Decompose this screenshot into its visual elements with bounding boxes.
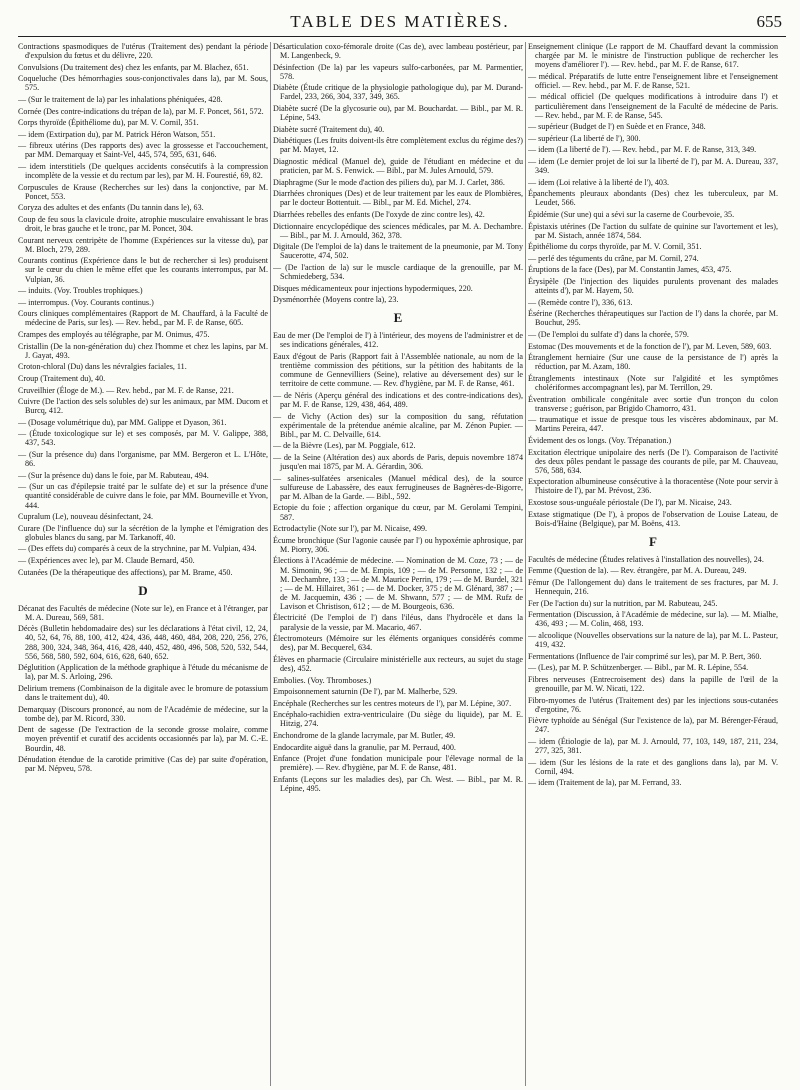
index-entry: — (De l'emploi du sulfate d') dans la chorée, 579. [528,330,689,340]
index-entry: — traumatique et issue de presque tous les viscères abdominaux, par M. Martins Pereira, 447. [528,415,778,434]
index-entry: Cuivre (De l'action des sels solubles de) sur les animaux, par MM. Ducom et Burcq, 412. [18,397,268,416]
index-entry: Diarrhées rebelles des enfants (De l'oxyde de zinc contre les), 42. [273,210,485,219]
index-entry: Coqueluche (Des hémorrhagies sous-conjonctivales dans la), par M. Sous, 575. [18,74,268,93]
index-entry: Étranglement herniaire (Sur une cause de la persistance de l') après la réduction, par M. Azam, 180. [528,353,778,372]
index-entry: Ésérine (Recherches thérapeutiques sur l'action de l') dans la chorée, par M. Bouchut, 295. [528,309,778,328]
index-entry: Enfants (Leçons sur les maladies des), par Ch. West. — Bibl., par M. R. Lépine, 495. [273,774,523,793]
index-entry: Électromoteurs (Mémoire sur les éléments organiques considérés comme des), par M. Becquerel, 634. [273,634,523,653]
index-entry: Diabète sucré (De la glycosurie ou), par M. Bouchardat. — Bibl., par M. R. Lépine, 543. [273,104,523,123]
index-entry: — interrompus. (Voy. Courants continus.) [18,297,154,307]
index-entry: Élections à l'Académie de médecine. — Nomination de M. Coze, 73 ; — de M. Simonin, 96 ; — de M. Empis, 109 ; — de M. Personne, 132 ; — de M. Dechambre, 133 ; — de M. Maurice Perrin, 179 ; — de M. Burdel, 321 ; — de M. Hillairet, 361 ; — de M. Docker, 375 ; de M. Glénard, 387 ; — de M. Jacquemin, 436 ; — de M. Shwann, 577 ; — de MM. Rufz de Lavison et Christison, 612 ; — de M. Bourgeois, 636. [273,556,523,611]
index-entry: Croton-chloral (Du) dans les névralgies faciales, 11. [18,362,187,372]
index-entry: Ectrodactylie (Note sur l'), par M. Nicaise, 499. [273,524,428,534]
index-entry: Écume bronchique (Sur l'agonie causée par l') ou hypoxémie aphrosique, par M. Piorry, 306. [273,535,523,554]
index-entry: — (Dosage volumétrique du), par MM. Galippe et Dyason, 361. [18,417,227,427]
index-entry: Courants continus (Expérience dans le but de rechercher si les) produisent sur le cœur du chien le même effet que les courants interrompus, par M. Vulpian, 36. [18,256,268,284]
index-entry: Cupralum (Le), nouveau désinfectant, 24. [18,512,154,522]
index-entry: — (Des effets du) comparés à ceux de la strychnine, par M. Vulpian, 434. [18,544,257,554]
index-entry: — idem (Traitement de la), par M. Ferrand, 33. [528,778,682,788]
header-rule [18,36,786,37]
index-entry: Évidement des os longs. (Voy. Trépanation.) [528,435,672,445]
index-entry: — médical officiel (De quelques modifications à introduire dans l') et particulièrement dans l'enseignement de la Faculté de médecine de Paris. — Rev. hebd., par M. F. de Ranse, 545. [528,92,778,120]
index-entry: Courant nerveux centripète de l'homme (Expériences sur la vitesse du), par M. Bloch, 279, 289. [18,235,268,254]
index-entry: — (Sur le traitement de la) par les inhalations phéniquées, 428. [18,94,223,104]
index-entry: Crampes des employés au télégraphe, par M. Onimus, 475. [18,330,210,340]
index-entry: Diabète (Étude critique de la physiologie pathologique du), par M. Durand-Fardel, 233, 266, 304, 337, 349, 365. [273,83,523,102]
index-entry: Endocardite aiguë dans la granulie, par M. Perraud, 400. [273,742,456,752]
index-entry: Enchondrome de la glande lacrymale, par M. Butler, 49. [273,731,456,740]
index-entry: Excitation électrique unipolaire des nerfs (De l'). Comparaison de l'activité des deux pôles pendant le passage des courants de pile, par M. Chauveau, 576, 588, 634. [528,447,778,475]
index-entry: — fibreux utérins (Des rapports des) avec la grossesse et l'accouchement, par MM. Demarquay et Saint-Vel, 445, 574, 595, 631, 646. [18,141,268,160]
index-entry: Dysménorrhée (Moyens contre la), 23. [273,295,399,305]
index-entry: Décès (Bulletin hebdomadaire des) sur les déclarations à l'état civil, 12, 24, 40, 52, 64, 76, 88, 100, 412, 424, 436, 448, 460, 484, 208, 220, 256, 276, 288, 300, 324, 348, 364, 416, 428, 440, 452, 480, 496, 508, 520, 532, 544, 556, 568, 580, 592, 604, 616, 628, 640, 652. [18,624,268,661]
section-letter: E [393,310,403,326]
index-entry: Cornée (Des contre-indications du trépan de la), par M. F. Poncet, 561, 572. [18,106,264,116]
index-entry: — perlé des téguments du crâne, par M. Cornil, 274. [528,253,699,263]
index-entry: Élèves en pharmacie (Circulaire ministérielle aux recteurs, au sujet du stage des), 452. [273,654,523,673]
index-entry: Delirium tremens (Combinaison de la digitale avec le bromure de potassium dans le traitement du), 40. [18,683,268,703]
index-entry: Extase stigmatique (De l'), à propos de l'observation de Louise Lateau, de Bois-d'Haine (Belgique), par M. Boëns, 413. [528,509,778,528]
index-entry: — (Expériences avec le), par M. Claude Bernard, 450. [18,556,195,565]
index-entry: Diarrhées chroniques (Des) et de leur traitement par les eaux de Plombières, par le docteur Bottentuit. — Bibl., par M. Ed. Michel, 274. [273,189,523,208]
index-entry: — supérieur (Budget de l') en Suède et en France, 348. [528,122,706,132]
index-entry: — de Vichy (Action des) sur la composition du sang, réfutation expérimentale de la prétendue anémie alcaline, par M. Zénon Pupier. — Bibl., par M. C. Delvaille, 614. [273,411,523,439]
index-entry: Diaphragme (Sur le mode d'action des piliers du), par M. J. Carlet, 386. [273,177,505,187]
index-columns [18,42,788,1086]
index-entry: Éventration ombilicale congénitale avec sortie d'un tronçon du colon transverse ; guérison, par Brigido Chamorro, 431. [528,394,778,413]
index-entry: — (Remède contre l'), 336, 613. [528,297,633,307]
index-entry: — médical. Préparatifs de lutte entre l'enseignement libre et l'enseignement officiel. — Rev. hebd., par M. F. de Ranse, 521. [528,71,778,90]
index-entry: — (Les), par M. P. Schützenberger. — Bibl., par M. R. Lépine, 554. [528,663,749,673]
section-letter: D [138,582,148,598]
index-entry: — idem interstitiels (De quelques accidents consécutifs à la compression incomplète de la vessie et du rectum par les), par M. H. Fourestié, 69, 82. [18,162,268,181]
index-entry: Croup (Traitement du), 40. [18,373,106,383]
index-entry: Étranglements intestinaux (Note sur l'algidité et les symptômes cholériformes accompagnant les), par M. Terrillon, 29. [528,373,778,392]
index-column-2 [273,42,523,1086]
index-entry: Encéphale (Recherches sur les centres moteurs de l'), par M. Lépine, 307. [273,698,512,708]
index-entry: — idem (Le dernier projet de loi sur la liberté de l'), par M. A. Dureau, 337, 349. [528,157,778,176]
index-entry: Électricité (De l'emploi de l') dans l'iléus, dans l'hydrocèle et dans la paralysie de la vessie, par M. Macario, 467. [273,613,523,632]
index-entry: Enseignement clinique (Le rapport de M. Chauffard devant la commission chargée par M. le ministre de l'instruction publique de rechercher les moyens d'améliorer l'). — Rev. hebd., par M. F. de Ranse, 617. [528,42,778,70]
index-entry: Convulsions (Du traitement des) chez les enfants, par M. Blachez, 651. [18,62,249,72]
index-entry: Cristallin (De la non-génération du) chez l'homme et chez les lapins, par M. J. Gayat, 493. [18,341,268,360]
index-entry: Coryza des adultes et des enfants (Du tannin dans le), 63. [18,203,204,213]
index-entry: Expectoration albumineuse consécutive à la thoracentèse (Note pour servir à l'histoire de l'), par M. Prévost, 236. [528,477,778,496]
index-entry: Contractions spasmodiques de l'utérus (Traitement des) pendant la période d'expulsion du fœtus et du délivre, 220. [18,42,268,61]
index-entry: Demarquay (Discours prononcé, au nom de l'Académie de médecine, sur la tombe de), par M. Ricord, 330. [18,704,268,723]
index-entry: Curare (De l'influence du) sur la sécrétion de la lymphe et l'émigration des globules blancs du sang, par M. Tarkanoff, 40. [18,523,268,542]
index-entry: Épidémie (Sur une) qui a sévi sur la caserne de Courbevoie, 35. [528,210,735,219]
index-entry: — alcoolique (Nouvelles observations sur la nature de la), par M. L. Pasteur, 419, 432. [528,630,778,650]
index-entry: Enfance (Projet d'une fondation municipale pour l'élevage normal de la première). — Rev. d'hygiène, par M. F. de Ranse, 481. [273,754,523,773]
index-entry: Exostose sous-unguéale périostale (De l'), par M. Nicaise, 243. [528,498,732,508]
index-entry: Empoisonnement saturnin (De l'), par M. Malherbe, 529. [273,687,458,697]
page-number: 655 [756,12,782,31]
index-entry: Dictionnaire encyclopédique des sciences médicales, par M. A. Dechambre. — Bibl., par M. J. Arnould, 362, 378. [273,221,523,240]
index-entry: Épistaxis utérines (De l'action du sulfate de quinine sur l'avortement et les), par M. Sistach, année 1874, 584. [528,221,778,240]
page-header [0,0,800,36]
index-entry: — (Sur un cas d'épilepsie traité par le sulfate de) et sur la présence d'une quantité considérable de cuivre dans le foie, par MM. Bourneville et Yvon, 444. [18,482,268,510]
index-entry: Corps thyroïde (Épithéliome du), par M. V. Cornil, 351. [18,118,199,128]
index-entry: — idem (Extirpation du), par M. Patrick Héron Watson, 551. [18,129,216,139]
index-entry: Dénudation étendue de la carotide primitive (Cas de) par suite d'opération, par M. Népveu, 578. [18,755,268,774]
index-entry: — (Étude toxicologique sur le) et ses composés, par M. V. Galippe, 388, 437, 543. [18,429,268,448]
index-entry: Embolies. (Voy. Thromboses.) [273,675,372,685]
index-entry: Corpuscules de Krause (Recherches sur les) dans la conjonctive, par M. Poncet, 553. [18,182,268,201]
index-entry: Désinfection (De la) par les vapeurs sulfo-carbonées, par M. Parmentier, 578. [273,62,523,81]
index-entry: Femme (Question de la). — Rev. étrangère, par M. A. Dureau, 249. [528,566,747,576]
index-entry: Fer (De l'action du) sur la nutrition, par M. Rabuteau, 245. [528,598,718,608]
index-entry: — (De l'action de la) sur le muscle cardiaque de la grenouille, par M. Schmiedeberg, 534. [273,262,523,282]
index-column-1 [18,42,268,1086]
index-entry: Diabète sucré (Traitement du), 40. [273,124,385,134]
index-entry: Fermentations (Influence de l'air comprimé sur les), par M. P. Bert, 360. [528,651,762,661]
index-entry: Disques médicamenteux pour injections hypodermiques, 220. [273,283,473,293]
index-entry: Épithéliome du corps thyroïde, par M. V. Cornil, 351. [528,242,702,252]
index-entry: — idem (La liberté de l'). — Rev. hebd., par M. F. de Ranse, 313, 349. [528,145,757,155]
index-entry: — de la Seine (Altération des) aux abords de Paris, depuis novembre 1874 jusqu'en mai 1875, par M. A. Gérardin, 306. [273,452,523,472]
index-entry: Diabétiques (Les fruits doivent-ils être complètement exclus du régime des?) par M. Mayet, 12. [273,136,523,155]
running-title: TABLE DES MATIÈRES. [290,12,510,31]
index-entry: — supérieur (La liberté de l'), 300. [528,133,641,143]
index-entry: Diagnostic médical (Manuel de), guide de l'étudiant en médecine et du praticien, par M. S. Fenwick. — Bibl., par M. Jules Arnould, 579. [273,157,523,176]
index-entry: — idem (Loi relative à la liberté de l'), 403. [528,177,670,187]
index-entry: Digitale (De l'emploi de la) dans le traitement de la pneumonie, par M. Tony Saucerotte, 474, 502. [273,242,523,261]
index-entry: Fièvre typhoïde au Sénégal (Sur l'existence de la), par M. Bérenger-Féraud, 247. [528,716,778,735]
index-entry: Encéphalo-rachidien extra-ventriculaire (Du siège du liquide), par M. E. Hitzig, 274. [273,710,523,729]
index-entry: — de Néris (Aperçu général des indications et des contre-indications des), par M. F. de Ranse, 129, 438, 464, 489. [273,390,523,409]
index-entry: Fibro-myomes de l'utérus (Traitement des) par les injections sous-cutanées d'ergotine, 76. [528,695,778,714]
index-entry: Décanat des Facultés de médecine (Note sur le), en France et à l'étranger, par M. A. Dureau, 569, 581. [18,603,268,622]
index-entry: Coup de feu sous la clavicule droite, atrophie musculaire envahissant le bras droit, le bras gauche et le tronc, par M. Poncet, 304. [18,215,268,234]
index-entry: Cours cliniques complémentaires (Rapport de M. Chauffard, à la Faculté de médecine de Paris, sur les). — Rev. hebd., par M. F. de Ranse, 605. [18,309,268,328]
index-entry: Fémur (De l'allongement du) dans le traitement de ses fractures, par M. J. Hennequin, 216. [528,578,778,597]
index-entry: Érysipèle (De l'injection des liquides purulents provenant des malades atteints d'), par M. Hayem, 50. [528,277,778,296]
index-entry: Épanchements pleuraux abondants (Des) chez les tuberculeux, par M. Leudet, 566. [528,189,778,208]
index-entry: — de la Bièvre (Les), par M. Poggiale, 612. [273,441,416,451]
index-entry: Eau de mer (De l'emploi de l') à l'intérieur, des moyens de l'administrer et de ses indications générales, 412. [273,331,523,350]
index-entry: Facultés de médecine (Études relatives à l'installation des nouvelles), 24. [528,554,764,564]
index-entry: — (Sur la présence du) dans l'organisme, par MM. Bergeron et L. L'Hôte, 86. [18,450,268,469]
index-entry: Déglutition (Application de la méthode graphique à l'étude du mécanisme de la), par M. S. Arloing, 296. [18,663,268,682]
index-entry: Fibres nerveuses (Entrecroisement des) dans la papille de l'œil de la grenouille, par M. W. Nicati, 122. [528,674,778,693]
index-entry: Cruveilhier (Éloge de M.). — Rev. hebd., par M. F. de Ranse, 221. [18,385,234,395]
index-entry: Estomac (Des mouvements et de la fonction de l'), par M. Leven, 589, 603. [528,341,772,351]
index-entry: — (Sur la présence du) dans le foie, par M. Rabuteau, 494. [18,470,209,480]
index-entry: Désarticulation coxo-fémorale droite (Cas de), avec lambeau postérieur, par M. Langenbeck, 9. [273,42,523,61]
section-letter: F [649,533,657,549]
index-entry: — idem (Étiologie de la), par M. J. Arnould, 77, 103, 149, 187, 211, 234, 277, 325, 381. [528,736,778,755]
index-column-3 [528,42,778,1086]
index-entry: Cutanées (De la thérapeutique des affections), par M. Brame, 450. [18,567,233,577]
index-entry: Eaux d'égout de Paris (Rapport fait à l'Assemblée nationale, au nom de la trentième commission des pétitions, sur la pétition des habitants de la commune de Gennevilliers (Seine), relative au déversement des) sur le territoire de cette commune. — Rev. d'hygiène, par M. F. de Ranse, 461. [273,352,523,389]
index-entry: Ectopie du foie ; affection organique du cœur, par M. Gerolami Tempini, 587. [273,503,523,522]
index-entry: Éruptions de la face (Des), par M. Constantin James, 453, 475. [528,265,732,275]
index-entry: — induits. (Voy. Troubles trophiques.) [18,286,143,296]
index-entry: — idem (Sur les lésions de la rate et des ganglions dans la), par M. V. Cornil, 494. [528,757,778,776]
index-entry: Fermentation (Discussion, à l'Académie de médecine, sur la). — M. Mialhe, 436, 493 ; — M. Colin, 468, 193. [528,610,778,629]
index-entry: Dent de sagesse (De l'extraction de la seconde grosse molaire, comme moyen préventif et curatif des accidents occasionnés par la), par M. C.-E. Bourdin, 48. [18,725,268,753]
index-entry: — salines-sulfatées arsenicales (Manuel médical des), de la source sulfureuse de Labassère, des eaux ferrugineuses de Bagnères-de-Bigorre, par M. Alban de la Garde. — Bibl., 592. [273,473,523,501]
